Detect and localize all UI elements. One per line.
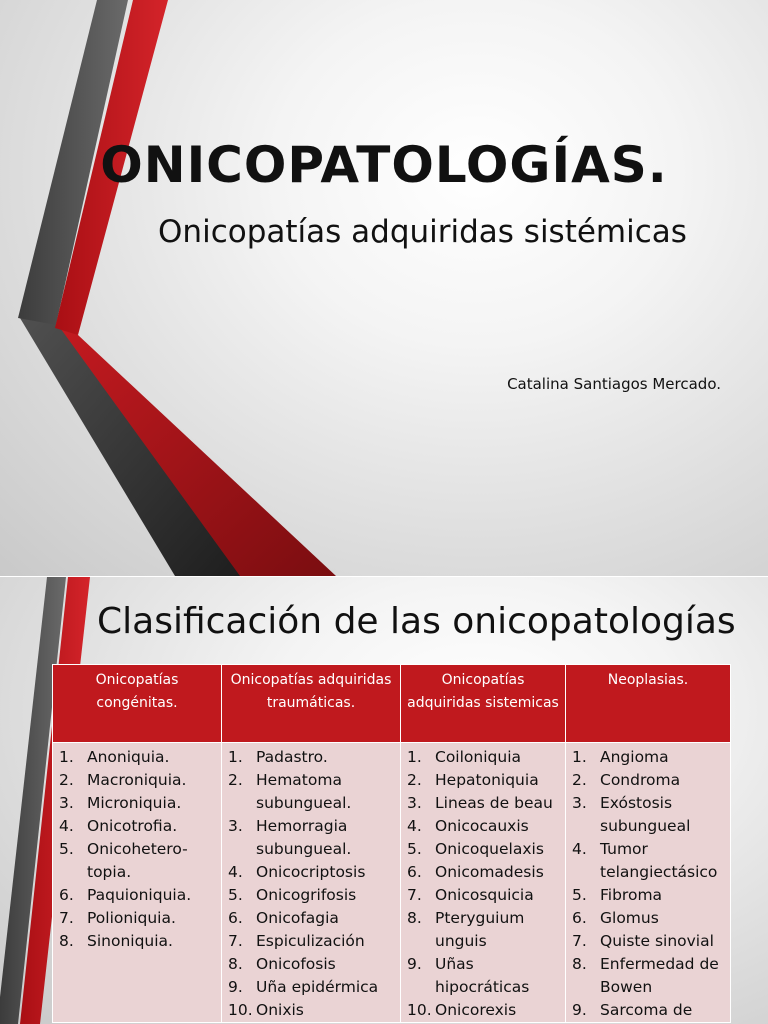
item-number: 2.	[407, 771, 422, 789]
item-number: 9.	[407, 955, 422, 973]
item-text: Hemorragia subungueal.	[256, 817, 352, 858]
list-item	[228, 999, 398, 1022]
item-number: 1.	[572, 748, 587, 766]
item-text: Onicorexis	[435, 1001, 517, 1019]
header-traumaticas: Onicopatías adquiridas traumáticas.	[222, 665, 401, 743]
item-text: Onicofagia	[256, 909, 339, 927]
item-number: 8.	[572, 955, 587, 973]
list-item	[572, 769, 728, 792]
item-number: 8.	[228, 955, 243, 973]
list-item	[228, 884, 398, 907]
item-number: 6.	[228, 909, 243, 927]
item-text: Anoniquia.	[87, 748, 170, 766]
list-item	[572, 838, 728, 884]
item-list	[228, 746, 398, 1022]
author-name: Catalina Santiagos Mercado.	[507, 375, 721, 393]
item-number: 6.	[407, 863, 422, 881]
item-text: Onicoquelaxis	[435, 840, 544, 858]
item-text: Sarcoma de	[600, 1001, 693, 1019]
list-item	[407, 769, 563, 792]
slide-title: ONICOPATOLOGÍAS.	[100, 136, 668, 194]
list-item	[407, 999, 563, 1022]
item-number: 7.	[59, 909, 74, 927]
item-number: 1.	[59, 748, 74, 766]
item-number: 2.	[228, 771, 243, 789]
item-text: Uñas hipocráticas	[435, 955, 530, 996]
list-item	[228, 815, 398, 861]
item-number: 5.	[59, 840, 74, 858]
item-number: 3.	[228, 817, 243, 835]
list-item	[407, 884, 563, 907]
list-item	[59, 930, 219, 953]
table-header-row	[53, 665, 731, 743]
list-item	[572, 884, 728, 907]
item-text: Quiste sinovial	[600, 932, 714, 950]
item-number: 3.	[572, 794, 587, 812]
slide-title: Clasificación de las onicopatologías	[97, 601, 736, 642]
item-number: 9.	[572, 1001, 587, 1019]
list-item	[572, 792, 728, 838]
item-number: 10.	[407, 1001, 432, 1019]
item-text: Espiculización	[256, 932, 365, 950]
item-text: Fibroma	[600, 886, 663, 904]
list-item	[59, 746, 219, 769]
list-item	[407, 746, 563, 769]
list-item	[59, 884, 219, 907]
item-number: 8.	[407, 909, 422, 927]
item-text: Onicocriptosis	[256, 863, 366, 881]
column-traumaticas	[222, 743, 401, 1023]
list-item	[59, 792, 219, 815]
item-text: Condroma	[600, 771, 681, 789]
list-item	[572, 953, 728, 999]
item-number: 4.	[228, 863, 243, 881]
item-text: Lineas de beau	[435, 794, 553, 812]
item-number: 5.	[228, 886, 243, 904]
item-number: 4.	[59, 817, 74, 835]
classification-slide	[0, 577, 768, 1024]
item-number: 6.	[59, 886, 74, 904]
list-item	[228, 746, 398, 769]
list-item	[228, 769, 398, 815]
slide-subtitle: Onicopatías adquiridas sistémicas	[158, 214, 687, 250]
item-list	[59, 746, 219, 953]
header-sistemicas: Onicopatías adquiridas sistemicas	[401, 665, 566, 743]
item-number: 2.	[572, 771, 587, 789]
item-text: Macroniquia.	[87, 771, 187, 789]
list-item	[407, 861, 563, 884]
item-number: 7.	[228, 932, 243, 950]
list-item	[572, 999, 728, 1022]
list-item	[59, 815, 219, 838]
list-item	[572, 930, 728, 953]
header-congenitas: Onicopatías congénitas.	[53, 665, 222, 743]
item-number: 2.	[59, 771, 74, 789]
item-number: 8.	[59, 932, 74, 950]
item-text: Exóstosis subungueal	[600, 794, 691, 835]
item-number: 5.	[572, 886, 587, 904]
list-item	[59, 769, 219, 792]
item-text: Tumor telangiectásico	[600, 840, 718, 881]
column-congenitas	[53, 743, 222, 1023]
item-number: 9.	[228, 978, 243, 996]
list-item	[407, 815, 563, 838]
item-number: 1.	[407, 748, 422, 766]
item-list	[407, 746, 563, 1022]
item-text: Polioniquia.	[87, 909, 176, 927]
item-text: Microniquia.	[87, 794, 182, 812]
classification-table	[52, 664, 731, 1023]
item-text: Sinoniquia.	[87, 932, 173, 950]
item-number: 10.	[228, 1001, 253, 1019]
item-number: 3.	[59, 794, 74, 812]
list-item	[228, 930, 398, 953]
list-item	[228, 953, 398, 976]
item-text: Onicomadesis	[435, 863, 544, 881]
table-row	[53, 743, 731, 1023]
item-text: Onixis	[256, 1001, 304, 1019]
item-number: 4.	[407, 817, 422, 835]
item-text: Onicogrifosis	[256, 886, 357, 904]
list-item	[572, 907, 728, 930]
list-item	[407, 838, 563, 861]
item-text: Pteryguium unguis	[435, 909, 525, 950]
item-text: Onicofosis	[256, 955, 336, 973]
item-text: Uña epidérmica	[256, 978, 379, 996]
item-text: Paquioniquia.	[87, 886, 192, 904]
item-number: 7.	[572, 932, 587, 950]
header-neoplasias: Neoplasias.	[566, 665, 731, 743]
list-item	[407, 953, 563, 999]
list-item	[228, 861, 398, 884]
item-number: 5.	[407, 840, 422, 858]
list-item	[59, 838, 219, 884]
item-text: Onicosquicia	[435, 886, 534, 904]
item-text: Coiloniquia	[435, 748, 521, 766]
item-text: Onicohetero-topia.	[87, 840, 188, 881]
item-text: Enfermedad de Bowen	[600, 955, 719, 996]
list-item	[407, 792, 563, 815]
item-text: Padastro.	[256, 748, 328, 766]
column-sistemicas	[401, 743, 566, 1023]
list-item	[59, 907, 219, 930]
item-text: Onicocauxis	[435, 817, 529, 835]
item-number: 3.	[407, 794, 422, 812]
list-item	[228, 907, 398, 930]
item-number: 7.	[407, 886, 422, 904]
list-item	[407, 907, 563, 953]
column-neoplasias	[566, 743, 731, 1023]
item-number: 1.	[228, 748, 243, 766]
item-number: 6.	[572, 909, 587, 927]
item-text: Onicotrofia.	[87, 817, 178, 835]
list-item	[572, 746, 728, 769]
list-item	[228, 976, 398, 999]
item-text: Hematoma subungueal.	[256, 771, 352, 812]
item-text: Glomus	[600, 909, 659, 927]
gray-lower-stripe	[20, 318, 240, 576]
item-text: Angioma	[600, 748, 669, 766]
item-list	[572, 746, 728, 1022]
item-text: Hepatoniquia	[435, 771, 539, 789]
item-number: 4.	[572, 840, 587, 858]
